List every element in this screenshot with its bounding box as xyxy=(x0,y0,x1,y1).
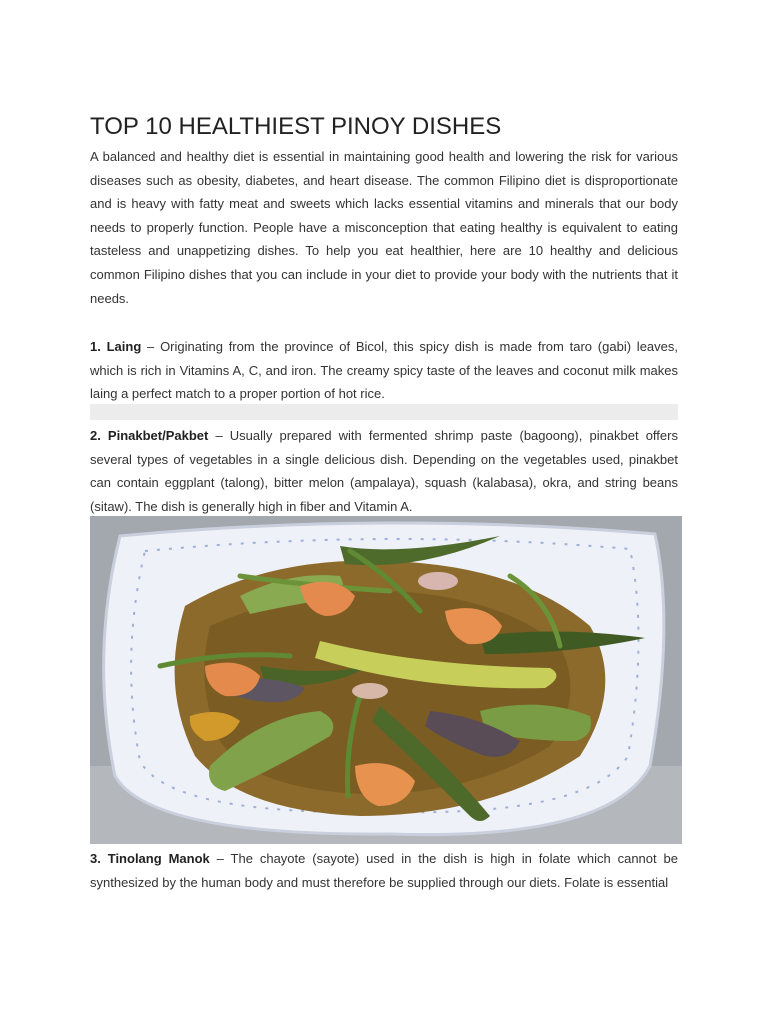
item-separator: – xyxy=(209,851,231,866)
list-item-tinolang-manok xyxy=(90,847,678,894)
item-text: Originating from the province of Bicol, this spicy dish is made from taro (gabi) leaves, which is rich in Vitamins A, C, and iron. The creamy spicy taste of the leaves and coconut milk makes laing a perfect match to a proper portion of hot rice. xyxy=(90,339,678,402)
item-separator: – xyxy=(141,339,161,354)
divider-band xyxy=(90,404,678,420)
list-item-pinakbet xyxy=(90,424,678,518)
intro-paragraph: A balanced and healthy diet is essential in maintaining good health and lowering the risk for various diseases such as obesity, diabetes, and heart disease. The common Filipino diet is disproportionate and is heavy with fatty meat and sweets which lacks essential vitamins and minerals that our body needs to properly function. People have a misconception that eating healthy is equivalent to eating tasteless and unappetizing dishes. To help you eat healthier, here are 10 healthy and delicious common Filipino dishes that you can include in your diet to provide your body with the nutrients that it needs. xyxy=(90,149,678,306)
item-heading: 3. Tinolang Manok xyxy=(90,851,210,866)
list-item-laing xyxy=(90,335,678,406)
item-text: The chayote (sayote) used in the dish is high in folate which cannot be synthesized by the human body and must therefore be supplied through our diets. Folate is essential xyxy=(90,851,678,890)
item-separator: – xyxy=(208,428,230,443)
pinakbet-photo xyxy=(90,516,682,844)
item-heading: 2. Pinakbet/Pakbet xyxy=(90,428,209,443)
item-heading: 1. Laing xyxy=(90,339,142,354)
page-title: TOP 10 HEALTHIEST PINOY DISHES xyxy=(90,113,502,140)
item-text: Usually prepared with fermented shrimp paste (bagoong), pinakbet offers several types of vegetables in a single delicious dish. Depending on the vegetables used, pinakbet can contain eggplant (talong), bitter melon (ampalaya), squash (kalabasa), okra, and string beans (sitaw). The dish is generally high in fiber and Vitamin A. xyxy=(90,428,678,514)
